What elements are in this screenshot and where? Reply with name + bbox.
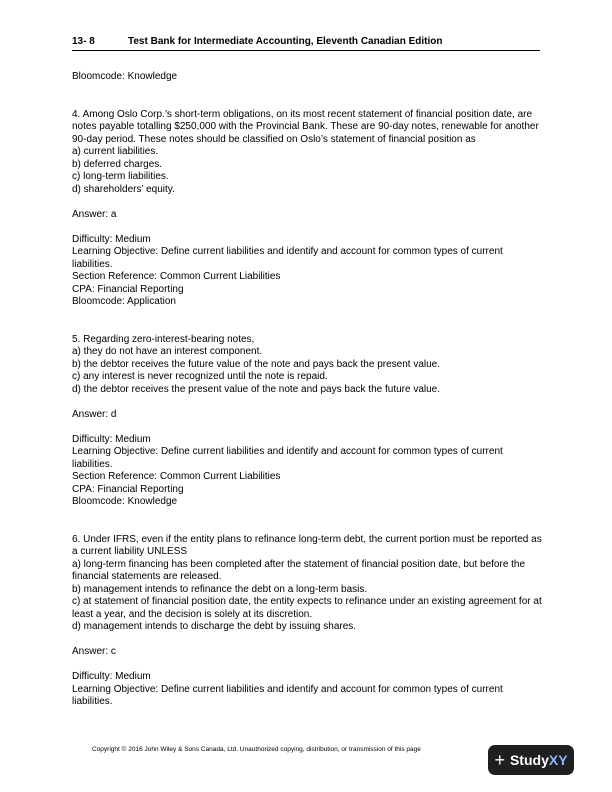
option-b: b) deferred charges. [72, 158, 163, 170]
difficulty: Difficulty: Medium [72, 671, 151, 682]
question-stem: 5. Regarding zero-interest-bearing notes, [72, 333, 255, 345]
difficulty: Difficulty: Medium [72, 433, 151, 445]
option-c: c) long-term liabilities. [72, 171, 169, 182]
option-a: a) they do not have an interest component. [72, 346, 263, 357]
learning-objective: Learning Objective: Define current liabilities and identify and account for common types of current liabilities. [72, 246, 503, 270]
answer: Answer: d [72, 408, 117, 420]
section-reference: Section Reference: Common Current Liabilities [72, 271, 281, 282]
page-header [72, 36, 540, 51]
cpa: CPA: Financial Reporting [72, 283, 184, 295]
bloomcode: Bloomcode: Knowledge [72, 496, 178, 507]
option-a: a) current liabilities. [72, 146, 159, 157]
answer: Answer: a [72, 208, 117, 220]
option-c: c) at statement of financial position date, the entity expects to refinance under an existing agreement for at least a year, and the decision is solely at its discretion. [72, 596, 542, 620]
bloomcode: Bloomcode: Application [72, 296, 176, 307]
option-a: a) long-term financing has been completed after the statement of financial position date, but before the financial statements are released. [72, 558, 526, 582]
book-title: Test Bank for Intermediate Accounting, Eleventh Canadian Edition [128, 36, 443, 47]
answer: Answer: c [72, 646, 116, 657]
studyxy-badge[interactable] [488, 745, 574, 775]
bloomcode: Bloomcode: Knowledge [72, 71, 178, 82]
learning-objective: Learning Objective: Define current liabilities and identify and account for common types of current liabilities. [72, 446, 503, 470]
learning-objective: Learning Objective: Define current liabilities and identify and account for common types of current liabilities. [72, 683, 503, 707]
brand-name: StudyXY [509, 752, 568, 768]
option-d: d) the debtor receives the present value of the note and pays back the future value. [72, 383, 441, 395]
section-reference: Section Reference: Common Current Liabilities [72, 471, 281, 482]
option-d: d) shareholders’ equity. [72, 183, 175, 195]
plus-icon: + [494, 750, 505, 770]
difficulty: Difficulty: Medium [72, 233, 151, 245]
cpa: CPA: Financial Reporting [72, 483, 184, 495]
question-stem: 4. Among Oslo Corp.’s short-term obligations, on its most recent statement of financial position date, are notes payable totalling $250,000 with the Provincial Bank. These are 90-day notes, renewable for another 90-day period. These notes should be classified on Oslo’s statement of financial position as [72, 108, 539, 145]
option-c: c) any interest is never recognized until the note is repaid. [72, 371, 328, 382]
option-b: b) management intends to refinance the debt on a long-term basis. [72, 583, 368, 595]
option-b: b) the debtor receives the future value of the note and pays back the present value. [72, 358, 441, 370]
page-number: 13- 8 [72, 36, 95, 47]
page-content [72, 71, 542, 709]
copyright-footer: Copyright © 2016 John Wiley & Sons Canada, Ltd. Unauthorized copying, distribution, or transmission of this page [92, 746, 421, 753]
question-stem: 6. Under IFRS, even if the entity plans to refinance long-term debt, the current portion must be reported as a current liability UNLESS [72, 533, 542, 557]
option-d: d) management intends to discharge the debt by issuing shares. [72, 621, 357, 632]
